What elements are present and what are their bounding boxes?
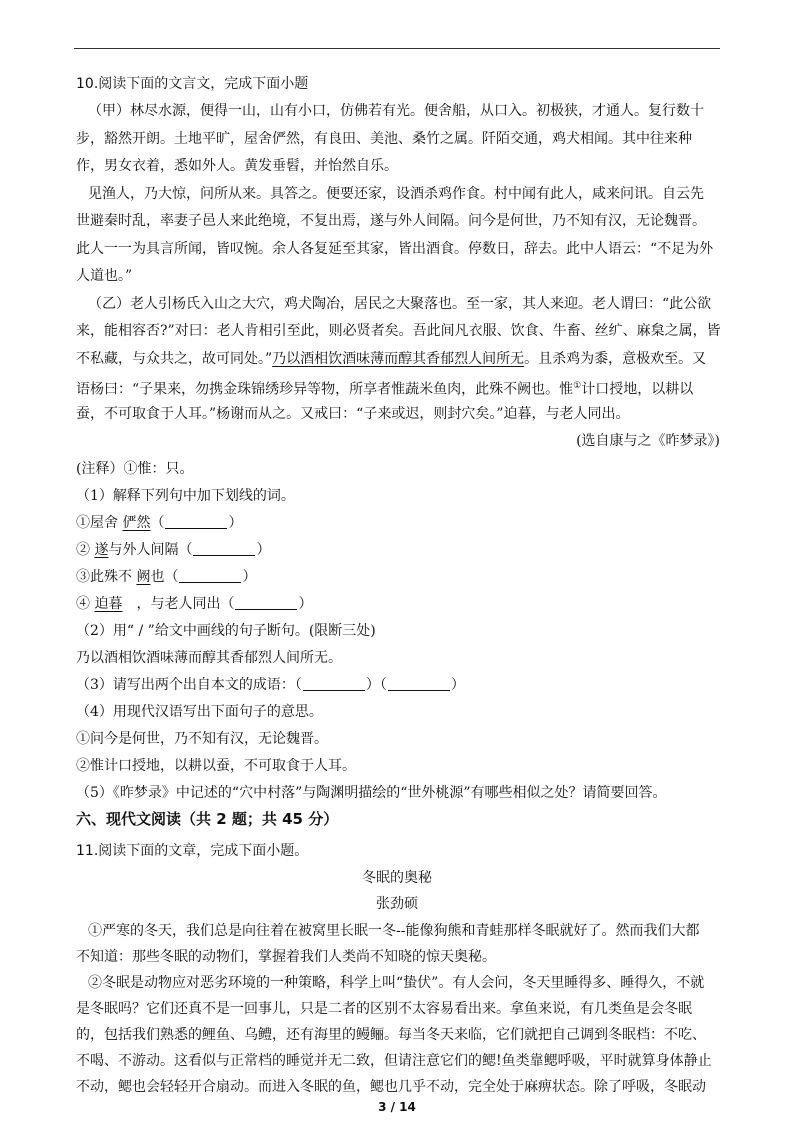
article-line: 不动，鳃也会轻轻开合扇动。而进入冬眠的鱼，鳃也几乎不动，完全处于麻痹状态。除了呼吸，冬眠动 [76,1079,706,1095]
jia-text-line: 见渔人，乃大惊，问所从来。具答之。便要还家，设酒杀鸡作食。村中闻有此人，咸来问讯。自云先 [88,186,704,202]
yi-text-line: （乙）老人引杨氏入山之大穴，鸡犬陶冶，居民之大聚落也。至一家，其人来迎。老人谓曰：“此公欲 [88,296,712,312]
item-text: 也（ [150,569,179,585]
yi-text-segment: 。且杀鸡为黍，意极欢至。又 [524,351,707,367]
question-11-intro: 11.阅读下面的文章，完成下面小题。 [76,843,309,859]
section-heading: 六、现代文阅读（共 2 题；共 45 分） [76,810,339,828]
item-number: ④ [76,596,90,612]
question-10-intro: 10.阅读下面的文言文，完成下面小题 [76,76,309,92]
item-text: 屋舍 [90,515,123,531]
q3-text: （3）请写出两个出自本文的成语：（ [76,677,302,693]
footnote-marker: ① [573,381,582,391]
yi-text-line: 来，能相容否?”对曰：老人肯相引至此，则必贤者矣。吾此间凡衣服、饮食、牛畜、丝纩、麻枲之属，皆 [76,323,721,339]
answer-blank[interactable] [179,568,241,583]
yi-text-line [76,375,693,397]
answer-blank[interactable] [235,595,297,610]
answer-blank[interactable] [165,514,227,529]
article-line: ②冬眠是动物应对恶劣环境的一种策略，科学上叫“蛰伏”。有人会问，冬天里睡得多、睡得久，不就 [88,975,705,991]
q4-item: ①问今是何世，乃不知有汉，无论魏晋。 [76,731,328,747]
underlined-sentence: 乃以酒相饮酒味薄而醇其香郁烈人间所无 [272,351,525,367]
item-text: ） [242,569,257,585]
item-text: ） [228,515,243,531]
article-line: ①严寒的冬天，我们总是向往着在被窝里长眠一冬--能像狗熊和青蛙那样冬眠就好了。然而我们大都 [88,923,700,939]
item-text: （ [150,515,165,531]
jia-text-line: （甲）林尽水源，便得一山，山有小口，仿佛若有光。便舍船，从口入。初极狭，才通人。复行数十 [88,103,704,119]
article-title: 冬眠的奥秘 [362,870,432,886]
underlined-word: 俨然 [122,515,151,531]
q4-item: ②惟计口授地，以耕以蚕，不可取食于人耳。 [76,758,356,774]
q1-item [76,539,270,561]
jia-text-line: 此人一一为具言所闻，皆叹惋。余人各复延至其家，皆出酒食。停数日，辞去。此中人语云：“不足为外 [76,241,714,257]
item-number: ② [76,542,90,558]
header-rule [74,48,720,49]
q1-item [76,566,256,588]
source-citation: (选自康与之《昨梦录》) [576,433,720,449]
item-text: 此殊不 [90,569,137,585]
sub-question-2: （2）用“ / ”给文中画线的句子断句。(限断三处) [76,623,376,639]
yi-text-line [76,348,706,370]
page-number: 3 / 14 [378,1100,416,1114]
article-line: 不知道：那些冬眠的动物们，掌握着我们人类尚不知晓的惊天奥秘。 [76,949,496,965]
article-author: 张劲硕 [376,896,418,912]
q3-text: ）（ [365,677,387,693]
article-line: 不喝、不游动。这看似与正常档的睡觉并无二致，但请注意它们的鳃!鱼类靠鳃呼吸，平时就算身体静止 [76,1053,712,1069]
underlined-word: 阙 [136,569,151,585]
item-text: ，与老人同出（ [122,596,235,612]
answer-blank[interactable] [303,676,365,691]
underlined-word: 遂 [94,542,109,558]
answer-blank[interactable] [193,541,255,556]
jia-text-line: 作，男女衣着，悉如外人。黄发垂髫，并怡然自乐。 [76,158,398,174]
q1-item [76,512,242,534]
item-text: ） [298,596,313,612]
article-line: 是冬眠吗？它们还真不是一回事儿，只是二者的区别不太容易看出来。拿鱼来说，有几类鱼是会冬眠 [76,1001,692,1017]
item-text: ） [256,542,271,558]
yi-text-line: 蚕，不可取食于人耳。”杨谢而从之。又戒曰：“子来或迟，则封穴矣。”迫暮，与老人同出。 [76,406,630,422]
sub-question-5: （5）《昨梦录》中记述的“穴中村落”与陶渊明描绘的“世外桃源”有哪些相似之处？请简要回答。 [76,785,667,801]
annotation-note: (注释）①惟：只。 [76,461,194,477]
item-text: 与外人间隔（ [108,542,193,558]
item-number: ③ [76,569,90,585]
sub-question-3 [76,674,465,696]
q3-text: ） [450,677,465,693]
article-line: 的，包括我们熟悉的鲤鱼、乌鳢，还有海里的鳗鲡。每当冬天来临，它们就把自己调到冬眠档：不吃、 [76,1027,706,1043]
item-number: ① [76,515,90,531]
jia-text-line: 人道也。” [76,268,133,284]
sub-question-1: （1）解释下列句中加下划线的词。 [76,488,295,504]
jia-text-line: 世避秦时乱，率妻子邑人来此绝境，不复出焉，遂与外人间隔。问今是何世，乃不知有汉，无论魏晋。 [76,213,706,229]
yi-text-segment: 不私藏，与众共之，故可同处。” [76,351,273,367]
yi-text-segment: 计口授地，以耕以 [581,381,694,398]
yi-text-segment: 语杨曰：“子果来，勿携金珠锦绣珍异等物，所享者惟蔬米鱼肉，此殊不阙也。惟 [76,381,574,398]
underlined-word: 迫暮 [94,596,123,612]
sub-question-4: （4）用现代汉语写出下面句子的意思。 [76,704,323,720]
answer-blank[interactable] [388,676,450,691]
q1-item [76,593,312,615]
q2-sentence: 乃以酒相饮酒味薄而醇其香郁烈人间所无。 [76,650,342,666]
jia-text-line: 步，豁然开朗。土地平旷，屋舍俨然，有良田、美池、桑竹之属。阡陌交通，鸡犬相闻。其中往来种 [76,131,692,147]
